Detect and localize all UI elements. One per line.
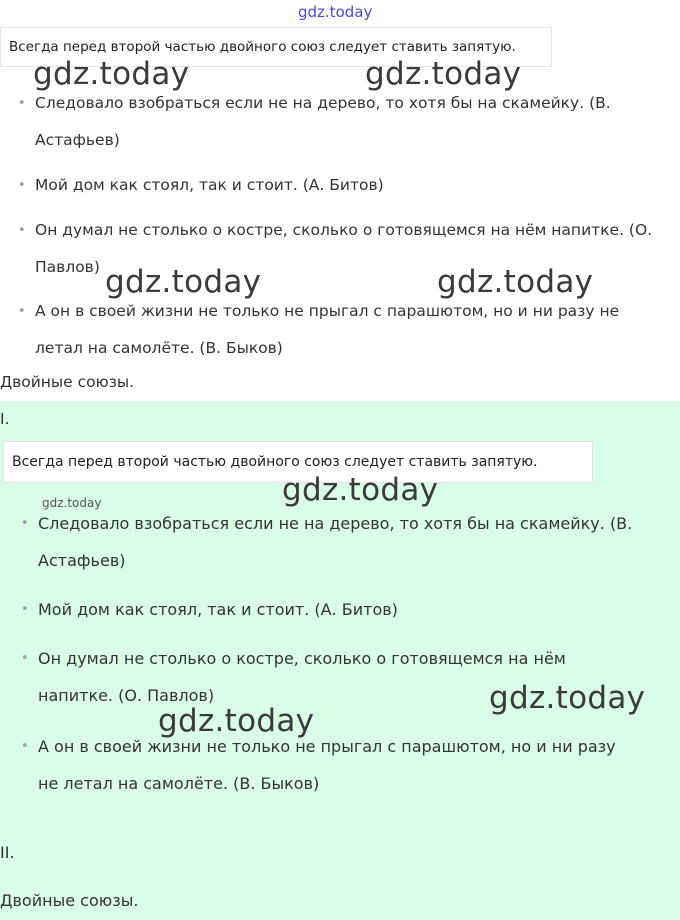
watermark: gdz.today	[282, 472, 439, 508]
list-item-line: Мой дом как стоял, так и стоит. (А. Битов)	[38, 600, 398, 619]
bullet-icon: •	[18, 223, 26, 238]
watermark: gdz.today	[105, 264, 262, 300]
watermark: gdz.today	[437, 264, 594, 300]
rule-text: Всегда перед второй частью двойного союз следует ставить запятую.	[12, 454, 538, 470]
list-item	[18, 167, 384, 204]
bullet-icon: •	[18, 96, 26, 111]
rule-text: Всегда перед второй частью двойного союз следует ставить запятую.	[9, 39, 516, 55]
list-item-line: летал на самолёте. (В. Быков)	[35, 339, 283, 357]
list-item	[21, 728, 616, 802]
watermark: gdz.today	[365, 56, 522, 92]
list-item-line: Астафьев)	[38, 551, 126, 570]
list-item-line: Следовало взобраться если не на дерево, то хотя бы на скамейку. (В.	[35, 94, 611, 112]
watermark-top: gdz.today	[298, 3, 373, 21]
watermark-small: gdz.today	[42, 496, 102, 510]
section-heading: Двойные союзы.	[0, 891, 139, 910]
list-item	[21, 591, 398, 628]
list-item-line: Астафьев)	[35, 131, 120, 149]
watermark: gdz.today	[33, 56, 190, 92]
roman-numeral: II.	[0, 843, 15, 862]
bullet-icon: •	[21, 516, 29, 531]
list-item	[21, 505, 633, 579]
list-item-line: Павлов)	[35, 258, 100, 276]
watermark: gdz.today	[489, 680, 646, 716]
section-heading: Двойные союзы.	[0, 373, 135, 391]
bullet-icon: •	[21, 651, 29, 666]
list-item	[18, 293, 620, 367]
roman-numeral: I.	[0, 410, 10, 428]
bullet-icon: •	[21, 739, 29, 754]
list-item-line: Следовало взобраться если не на дерево, то хотя бы на скамейку. (В.	[38, 514, 633, 533]
list-item-line: Он думал не столько о костре, сколько о готовящемся на нём напитке. (О.	[35, 221, 653, 239]
bullet-icon: •	[18, 178, 26, 193]
bullet-icon: •	[21, 602, 29, 617]
watermark: gdz.today	[158, 703, 315, 739]
list-item-line: не летал на самолёте. (В. Быков)	[38, 774, 320, 793]
bullet-icon: •	[18, 304, 26, 319]
list-item	[18, 85, 611, 159]
list-item-line: Он думал не столько о костре, сколько о готовящемся на нём	[38, 649, 566, 668]
list-item-line: А он в своей жизни не только не прыгал с парашютом, но и ни разу не	[35, 302, 620, 320]
list-item-line: А он в своей жизни не только не прыгал с парашютом, но и ни разу	[38, 737, 616, 756]
list-item-line: напитке. (О. Павлов)	[38, 686, 215, 705]
list-item-line: Мой дом как стоял, так и стоит. (А. Битов)	[35, 176, 384, 194]
